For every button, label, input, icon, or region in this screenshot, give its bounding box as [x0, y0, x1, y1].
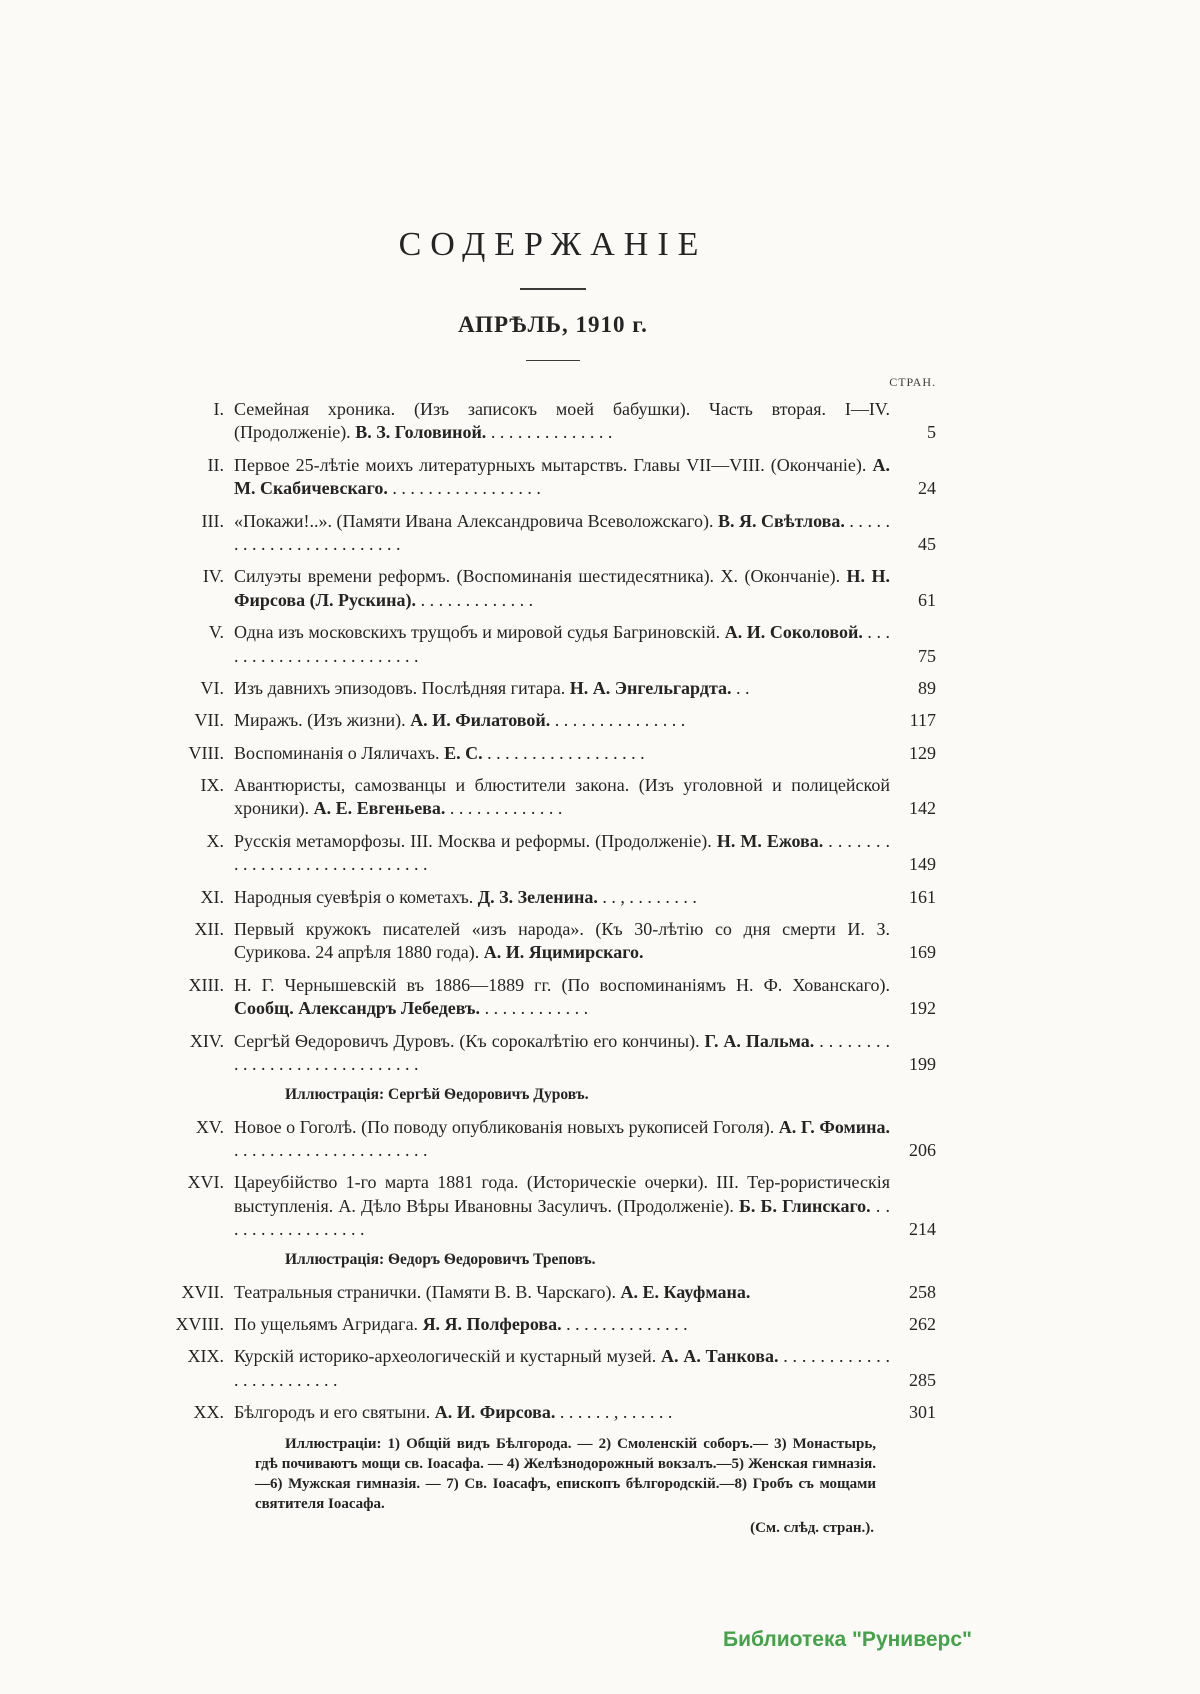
- entry-page-number: 61: [918, 589, 936, 610]
- entry-page-number: 75: [918, 645, 936, 666]
- toc-content: [170, 226, 936, 1538]
- dot-leader: . .: [731, 677, 750, 698]
- entry-author: А. А. Танкова.: [661, 1346, 779, 1367]
- toc-list: [170, 398, 936, 1538]
- entry-text: [234, 886, 890, 909]
- entry-numeral: III.: [201, 510, 224, 531]
- entry-author: А. И. Яцимирскаго.: [483, 942, 644, 963]
- entry-text: [234, 1313, 890, 1336]
- entry-text: [234, 510, 890, 557]
- entry-page-number: 142: [909, 798, 936, 819]
- entry-author: Я. Я. Полферова.: [422, 1314, 562, 1334]
- dot-leader: . . . . . . , . . . . . .: [555, 1402, 673, 1423]
- entry-title-text: Воспоминанія о Ляличахъ.: [234, 742, 445, 763]
- entry-page-number: 5: [927, 422, 936, 443]
- dot-leader: . . . . . . . . . . . . . . . . . . . . . . . . . . . . .: [234, 830, 890, 875]
- dot-leader: . . . . . . . . . . . . . . . . .: [234, 1195, 891, 1240]
- dot-leader: . . , . . . . . . . .: [597, 886, 697, 907]
- entry-page-number: 258: [909, 1281, 936, 1302]
- entry-title-text: Миражъ. (Изъ жизни).: [234, 710, 411, 731]
- entry-author: В. Я. Свѣтлова.: [718, 510, 845, 531]
- dot-leader: . . . . . . . . . . . . . .: [486, 422, 613, 443]
- toc-entry: [170, 1030, 936, 1077]
- entry-numeral: II.: [207, 454, 224, 475]
- toc-entry: [170, 398, 936, 445]
- entry-illustrations-list: Иллюстраціи: 1) Общій видъ Бѣлгорода. — 2) Смоленскій соборъ.— 3) Монастырь, гдѣ почиваютъ мощи св. Іоасафа. — 4) Желѣзнодорожный вокзалъ.—5) Женская гимназія.—6) Мужская гимназія. — 7) Св. Іоасафъ, епископъ бѣлгородскій.—8) Гробъ съ мощами святителя Іоасафа.: [255, 1435, 876, 1513]
- entry-page-number: 89: [918, 677, 936, 698]
- toc-entry: [170, 454, 936, 501]
- entry-title-text: Одна изъ московскихъ трущобъ и мировой судья Багриновскій.: [234, 622, 725, 643]
- entry-text: [234, 1171, 890, 1241]
- entry-page-number: 169: [909, 942, 936, 963]
- entry-page-number: 129: [909, 742, 936, 763]
- toc-entry: [170, 510, 936, 557]
- entry-page-number: 24: [918, 478, 936, 499]
- dot-leader: . . . . . . . . . . . .: [480, 998, 589, 1019]
- entry-title-text: Сергѣй Ѳедоровичъ Дуровъ. (Къ сорокалѣтію его кончины).: [234, 1030, 705, 1051]
- toc-entry: [170, 1401, 936, 1424]
- entry-numeral: VI.: [200, 677, 224, 698]
- entry-numeral: IX.: [200, 775, 224, 796]
- entry-author: Д. З. Зеленина.: [477, 886, 598, 907]
- entry-text: [234, 974, 890, 1021]
- toc-entry: [170, 974, 936, 1021]
- toc-entry: [170, 1313, 936, 1336]
- dot-leader: . . . . . . . . . . . . . . . . . . . . . . . .: [234, 1346, 890, 1390]
- entry-text: [234, 398, 890, 445]
- entry-text: [234, 742, 890, 765]
- entry-text: [234, 565, 890, 612]
- entry-text: [234, 1030, 890, 1077]
- entry-author: Н. М. Ежова.: [716, 830, 824, 851]
- entry-page-number: 206: [909, 1139, 936, 1160]
- entry-text: [234, 677, 890, 700]
- entry-page-number: 149: [909, 854, 936, 875]
- toc-entry: [170, 565, 936, 612]
- entry-title-text: Курскій историко-археологическій и кустарный музей.: [234, 1346, 662, 1367]
- entry-author: Г. А. Пальма.: [704, 1030, 815, 1051]
- dot-leader: . . . . . . . . . . . . . .: [561, 1314, 688, 1334]
- entry-text: [234, 1281, 890, 1304]
- dot-leader: . . . . . . . . . . . . . . . . . . . . . . . .: [234, 622, 891, 666]
- entry-author: Е. С.: [444, 742, 483, 763]
- entry-title-text: Авантюристы, самозванцы и блюстители закона. (Изъ уголовной и полицейской хроники).: [234, 775, 890, 819]
- dot-leader: . . . . . . . . . . . . . . . . . . . . . . . .: [234, 510, 891, 554]
- entry-page-number: 161: [909, 886, 936, 907]
- dot-leader: . . . . . . . . . . . . . . . . . . . . . .: [234, 1139, 428, 1160]
- entry-author: А. Е. Евгеньева.: [313, 798, 446, 819]
- entry-numeral: XX.: [193, 1402, 224, 1423]
- dot-leader: . . . . . . . . . . . . . . .: [550, 710, 686, 731]
- toc-entry: [170, 677, 936, 700]
- entry-text: [234, 709, 890, 732]
- dot-leader: . . . . . . . . . . . . . . . . .: [387, 478, 541, 499]
- entry-illustration-note: Иллюстрація: Ѳедоръ Ѳедоровичъ Треповъ.: [285, 1251, 596, 1269]
- entry-numeral: V.: [208, 622, 224, 643]
- watermark: Библиотека "Руниверс": [722, 1628, 972, 1651]
- entry-title-text: Первое 25-лѣтіе моихъ литературныхъ мытарствъ. Главы VII—VIII. (Окончаніе).: [234, 454, 873, 475]
- dot-leader: . . . . . . . . . . . . .: [445, 798, 563, 819]
- title-divider: [520, 288, 586, 290]
- toc-entry: [170, 886, 936, 909]
- entry-author: А. Г. Фомина.: [778, 1116, 890, 1137]
- entry-text: [234, 1345, 890, 1392]
- entry-numeral: VIII.: [188, 742, 224, 763]
- toc-entry: [170, 830, 936, 877]
- entry-text: [234, 621, 890, 668]
- entry-page-number: 117: [909, 710, 936, 731]
- entry-title-text: Первый кружокъ писателей «изъ народа». (Къ 30-лѣтію со дня смерти И. З. Сурикова. 24 апрѣля 1880 года).: [234, 919, 890, 963]
- entry-text: [234, 918, 890, 965]
- entry-author: Н. Н. Фирсова (Л. Рускина).: [234, 566, 890, 610]
- entry-numeral: XV.: [195, 1116, 224, 1137]
- page-title: СОДЕРЖАНІЕ: [398, 226, 708, 263]
- entry-numeral: I.: [213, 399, 224, 419]
- entry-title-text: Цареубійство 1-го марта 1881 года. (Историческіе очерки). III. Тер-рористическія выступленія. А. Дѣло Вѣры Ивановны Засуличъ. (Продолженіе).: [234, 1172, 890, 1216]
- entry-author: В. З. Головиной.: [355, 422, 487, 443]
- entry-page-number: 262: [909, 1314, 936, 1334]
- entry-numeral: XVIII.: [175, 1314, 224, 1334]
- entry-text: [234, 1401, 890, 1424]
- toc-entry: [170, 1345, 936, 1392]
- entry-page-number: 192: [909, 998, 936, 1019]
- entry-illustration-note: Иллюстрація: Сергѣй Ѳедоровичъ Дуровъ.: [285, 1086, 589, 1104]
- entry-title-text: Н. Г. Чернышевскій въ 1886—1889 гг. (По воспоминаніямъ Н. Ф. Хованскаго).: [234, 974, 890, 995]
- entry-page-number: 301: [909, 1402, 936, 1423]
- entry-text: [234, 830, 890, 877]
- entry-page-number: 285: [909, 1369, 936, 1390]
- entry-numeral: XIV.: [189, 1030, 224, 1051]
- entry-text: [234, 774, 890, 821]
- entry-author: А. И. Филатовой.: [410, 710, 551, 731]
- entry-numeral: X.: [206, 830, 224, 851]
- toc-entry: [170, 1116, 936, 1163]
- issue-subtitle: АПРѢЛЬ, 1910 г.: [458, 312, 648, 337]
- entry-author: А. М. Скабичевскаго.: [234, 454, 890, 499]
- entry-numeral: XII.: [194, 919, 224, 940]
- entry-title-text: Театральныя странички. (Памяти В. В. Чарскаго).: [234, 1281, 621, 1302]
- entry-text: [234, 454, 890, 501]
- entry-title-text: Семейная хроника. (Изъ записокъ моей бабушки). Часть вторая. I—IV. (Продолженіе).: [234, 399, 890, 443]
- toc-entry: [170, 709, 936, 732]
- entry-author: А. И. Фирсова.: [434, 1402, 556, 1423]
- entry-page-number: 214: [909, 1219, 936, 1240]
- entry-author: А. И. Соколовой.: [724, 622, 863, 643]
- entry-numeral: XI.: [200, 886, 224, 907]
- entry-title-text: Силуэты времени реформъ. (Воспоминанія шестидесятника). X. (Окончаніе).: [234, 566, 847, 587]
- dot-leader: . . . . . . . . . . . . . . . . . . . . . . . . . . . . .: [234, 1030, 890, 1074]
- entry-title-text: «Покажи!..». (Памяти Ивана Александровича Всеволожскаго).: [234, 510, 718, 531]
- entry-numeral: XIII.: [188, 974, 224, 995]
- subtitle-divider: [526, 360, 580, 361]
- entry-page-number: 45: [918, 533, 936, 554]
- toc-entry: [170, 774, 936, 821]
- entry-title-text: Изъ давнихъ эпизодовъ. Послѣдняя гитара.: [234, 677, 570, 698]
- entry-title-text: По ущельямъ Агридага.: [234, 1314, 423, 1334]
- dot-leader: . . . . . . . . . . . . . . . . . .: [482, 742, 645, 763]
- entry-title-text: Русскія метаморфозы. III. Москва и реформы. (Продолженіе).: [234, 830, 717, 851]
- toc-entry: [170, 1281, 936, 1304]
- entry-numeral: VII.: [194, 710, 224, 731]
- entry-page-number: 199: [909, 1053, 936, 1074]
- entry-author: Б. Б. Глинскаго.: [738, 1195, 871, 1216]
- entry-author: А. Е. Кауфмана.: [620, 1281, 751, 1302]
- see-next-page-note: (См. слѣд. стран.).: [750, 1519, 874, 1536]
- page-column-header: СТРАН.: [889, 375, 936, 389]
- entry-numeral: XVI.: [187, 1172, 224, 1193]
- dot-leader: . . . . . . . . . . . . .: [416, 589, 534, 610]
- toc-entry: [170, 742, 936, 765]
- entry-author: Сообщ. Александръ Лебедевъ.: [234, 998, 481, 1019]
- entry-numeral: XIX.: [187, 1346, 224, 1367]
- toc-entry: [170, 1171, 936, 1241]
- toc-entry: [170, 918, 936, 965]
- toc-entry: [170, 621, 936, 668]
- entry-numeral: XVII.: [181, 1281, 224, 1302]
- entry-author: Н. А. Энгельгардта.: [569, 677, 732, 698]
- entry-numeral: IV.: [202, 566, 224, 587]
- entry-text: [234, 1116, 890, 1163]
- entry-title-text: Народныя суевѣрія о кометахъ.: [234, 886, 478, 907]
- entry-title-text: Новое о Гоголѣ. (По поводу опубликованія новыхъ рукописей Гоголя).: [234, 1116, 779, 1137]
- entry-title-text: Бѣлгородъ и его святыни.: [234, 1402, 435, 1423]
